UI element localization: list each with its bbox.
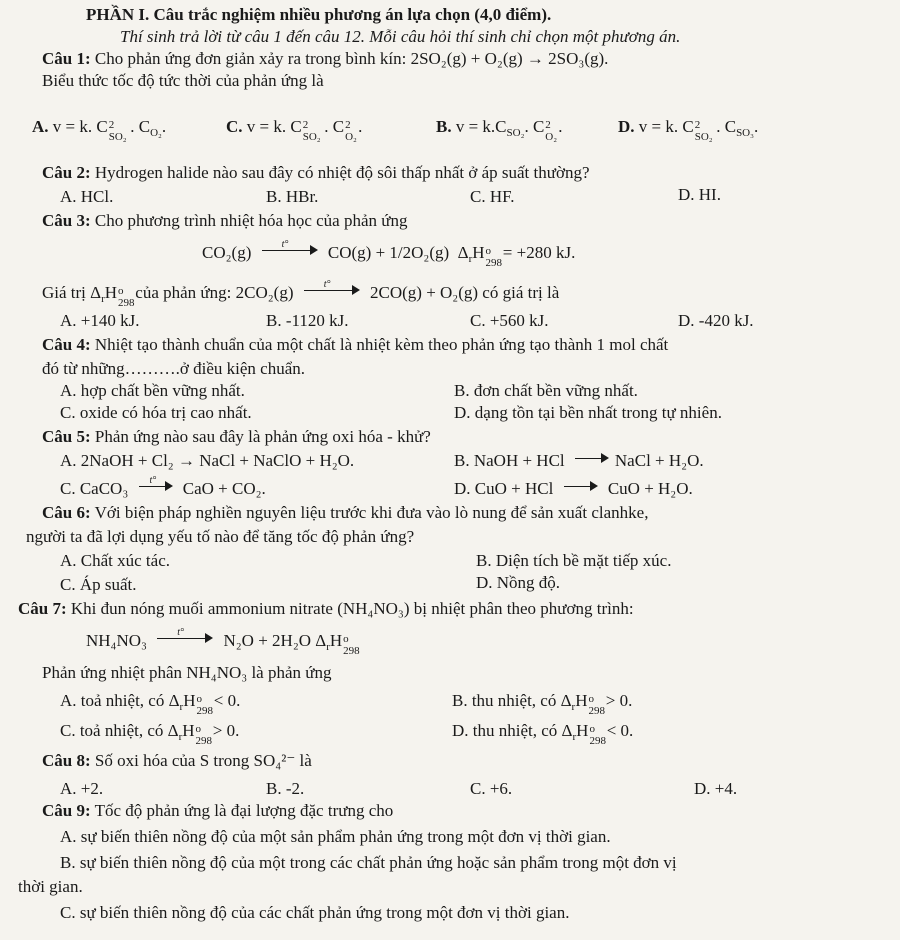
- q3-label: Câu 3:: [42, 211, 91, 230]
- reaction-arrow: t°: [157, 634, 213, 644]
- q4-option-b[interactable]: B. đơn chất bền vững nhất.: [454, 381, 638, 400]
- q5-stem: Câu 5: Phản ứng nào sau đây là phản ứng oxi hóa - khử?: [42, 427, 431, 446]
- enthalpy-symbol: $\Delta_rH$ o 298: [90, 283, 135, 309]
- q1-option-c[interactable]: C. v = k. C 2 SO₂ . C 2 O₂ .: [226, 117, 363, 143]
- q7-option-d[interactable]: D. thu nhiệt, có $\Delta_rH$ o 298 < 0.: [452, 721, 634, 747]
- q1-option-a[interactable]: A. v = k. C 2 SO₂ . $C_{O_2}$.: [32, 117, 167, 143]
- q2-option-a[interactable]: A. HCl.: [60, 187, 114, 206]
- q5-option-b[interactable]: B. NaOH + HCl NaCl + H₂O.: [454, 451, 704, 470]
- q7-stem: Câu 7: Khi đun nóng muối ammonium nitrate (NH₄NO₃) bị nhiệt phân theo phương trình:: [18, 599, 634, 618]
- enthalpy-symbol: $\Delta_rH$ o 298: [457, 243, 503, 269]
- q8-option-c[interactable]: C. +6.: [470, 779, 513, 798]
- q3-equation: CO₂(g) t° CO(g) + 1/2O₂(g) $\Delta_rH$ o 298 = +280 kJ.: [202, 239, 576, 269]
- q4-option-c[interactable]: C. oxide có hóa trị cao nhất.: [60, 403, 252, 422]
- instruction: Thí sinh trả lời từ câu 1 đến câu 12. Mỗi câu hỏi thí sinh chỉ chọn một phương án.: [120, 27, 681, 46]
- q6-option-a[interactable]: A. Chất xúc tác.: [60, 551, 170, 570]
- reaction-arrow: t°: [304, 286, 360, 296]
- q6-stem: Câu 6: Với biện pháp nghiền nguyên liệu trước khi đưa vào lò nung để sản xuất clanhke,: [42, 503, 649, 522]
- enthalpy-symbol: $\Delta_rH$ o 298: [315, 631, 360, 657]
- q7-equation: NH₄NO₃ t° N₂O + 2H₂O $\Delta_rH$ o 298: [86, 627, 360, 657]
- q6-stem2: người ta đã lợi dụng yếu tố nào để tăng tốc độ phản ứng?: [26, 527, 415, 546]
- q3-option-d[interactable]: D. -420 kJ.: [678, 311, 754, 330]
- q7-option-c[interactable]: C. toả nhiệt, có $\Delta_rH$ o 298 > 0.: [60, 721, 240, 747]
- enthalpy-symbol: $\Delta_rH$ o 298: [167, 721, 213, 747]
- q2-option-c[interactable]: C. HF.: [470, 187, 515, 206]
- q4-label: Câu 4:: [42, 335, 91, 354]
- q4-option-d[interactable]: D. dạng tồn tại bền nhất trong tự nhiên.: [454, 403, 722, 422]
- q9-option-b-cont: thời gian.: [18, 877, 83, 896]
- q8-option-a[interactable]: A. +2.: [60, 779, 104, 798]
- q9-option-c[interactable]: C. sự biến thiên nồng độ của các chất phản ứng trong một đơn vị thời gian.: [60, 903, 570, 922]
- q4-stem2: đó từ những……….ở điều kiện chuẩn.: [42, 359, 306, 378]
- q7-label: Câu 7:: [18, 599, 67, 618]
- q8-stem: Câu 8: Số oxi hóa của S trong SO₄²⁻ là: [42, 751, 312, 770]
- q4-stem: Câu 4: Nhiệt tạo thành chuẩn của một chất là nhiệt kèm theo phản ứng tạo thành 1 mol chất: [42, 335, 669, 354]
- q2-option-d[interactable]: D. HI.: [678, 185, 721, 204]
- enthalpy-symbol: $\Delta_rH$ o 298: [560, 691, 605, 717]
- q1-stem: [42, 48, 608, 70]
- q9-option-b[interactable]: B. sự biến thiên nồng độ của một trong các chất phản ứng hoặc sản phẩm trong một đơn vị: [60, 853, 677, 872]
- q3-option-b[interactable]: B. -1120 kJ.: [266, 311, 349, 330]
- reaction-arrow: t°: [262, 246, 318, 256]
- reaction-arrow: t°: [139, 482, 173, 492]
- reaction-arrow: [564, 482, 598, 492]
- section-title: PHẦN I. Câu trắc nghiệm nhiều phương án lựa chọn (4,0 điểm).: [86, 5, 552, 24]
- q8-option-d[interactable]: D. +4.: [694, 779, 738, 798]
- q7-option-b[interactable]: B. thu nhiệt, có $\Delta_rH$ o 298 > 0.: [452, 691, 633, 717]
- q9-option-a[interactable]: A. sự biến thiên nồng độ của một sản phẩm phản ứng trong một đơn vị thời gian.: [60, 827, 611, 846]
- enthalpy-symbol: $\Delta_rH$ o 298: [168, 691, 213, 717]
- q5-option-c[interactable]: C. CaCO₃ t° CaO + CO₂.: [60, 475, 266, 498]
- q1-option-d[interactable]: D. v = k. C 2 SO₂ . $C_{SO_3}$.: [618, 117, 759, 143]
- q9-label: Câu 9:: [42, 801, 91, 820]
- q9-stem: Câu 9: Tốc độ phản ứng là đại lượng đặc trưng cho: [42, 801, 394, 820]
- q1-option-b[interactable]: B. $v = k.C_{SO_2}$. C 2 O₂ .: [436, 117, 563, 143]
- q3-stem: Câu 3: Cho phương trình nhiệt hóa học của phản ứng: [42, 211, 408, 230]
- q3-option-a[interactable]: A. +140 kJ.: [60, 311, 140, 330]
- q3-ask: Giá trị $\Delta_rH$ o 298 của phản ứng: 2CO₂(g) t° 2CO(g) + O₂(g) có giá trị là: [42, 279, 560, 309]
- q1-stem2: Biểu thức tốc độ tức thời của phản ứng là: [42, 71, 324, 90]
- q1-label: Câu 1:: [42, 49, 91, 68]
- q8-label: Câu 8:: [42, 751, 91, 770]
- q6-option-b[interactable]: B. Diện tích bề mặt tiếp xúc.: [476, 551, 672, 570]
- q5-option-a[interactable]: A. 2NaOH + Cl₂ → NaCl + NaClO + H₂O.: [60, 451, 355, 470]
- q5-option-d[interactable]: D. CuO + HCl CuO + H₂O.: [454, 479, 693, 498]
- q4-option-a[interactable]: A. hợp chất bền vững nhất.: [60, 381, 245, 400]
- q6-label: Câu 6:: [42, 503, 91, 522]
- q6-option-d[interactable]: D. Nồng độ.: [476, 573, 561, 592]
- q5-label: Câu 5:: [42, 427, 91, 446]
- q2-option-b[interactable]: B. HBr.: [266, 187, 319, 206]
- q7-stem2: Phản ứng nhiệt phân NH₄NO₃ là phản ứng: [42, 663, 332, 682]
- q8-option-b[interactable]: B. -2.: [266, 779, 305, 798]
- q2-label: Câu 2:: [42, 163, 91, 182]
- q7-option-a[interactable]: A. toả nhiệt, có $\Delta_rH$ o 298 < 0.: [60, 691, 241, 717]
- reaction-arrow: [575, 454, 609, 464]
- enthalpy-symbol: $\Delta_rH$ o 298: [561, 721, 606, 747]
- q2-stem: Câu 2: Hydrogen halide nào sau đây có nhiệt độ sôi thấp nhất ở áp suất thường?: [42, 163, 590, 182]
- q3-option-c[interactable]: C. +560 kJ.: [470, 311, 549, 330]
- q1-text: Cho phản ứng đơn giản xảy ra trong bình kín: 2SO₂(g) + O₂(g) → 2SO₃(g).: [94, 49, 609, 68]
- q6-option-c[interactable]: C. Áp suất.: [60, 575, 137, 594]
